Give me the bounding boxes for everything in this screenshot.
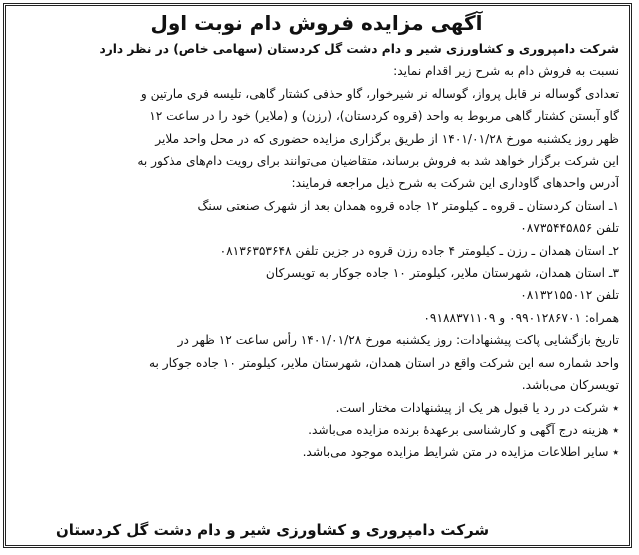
ad-title: آگهی مزایده فروش دام نوبت اول (150, 11, 483, 35)
address-line: ۳ـ استان همدان، شهرستان ملایر، کیلومتر ۱۰ جاده جوکار به تویسرکان (265, 266, 619, 281)
body-line: گاو آبستن کشتار گاهی مربوط به واحد (قروه کردستان)، (رزن) و (ملایر) خود را در ساعت ۱۲ (149, 109, 619, 124)
body-line: تعدادی گوساله نر قابل پرواز، گوساله نر شیرخوار، گاو حذفی کشتار گاهی، تلیسه فری مارتین و (140, 86, 619, 101)
address-line: ۱ـ استان کردستان ـ قروه ـ کیلومتر ۱۲ جاده قروه همدان بعد از شهرک صنعتی سنگ (197, 198, 619, 213)
intro-line-2: نسبت به فروش دام به شرح زیر اقدام نماید: (393, 64, 619, 79)
body-paragraph (14, 83, 619, 195)
signature: شرکت دامپروری و کشاورزی شیر و دام دشت گل کردستان (56, 521, 490, 539)
signature-block (56, 517, 489, 543)
body-line: آدرس واحدهای گاوداری این شرکت به شرح ذیل مراجعه فرمایند: (291, 176, 619, 191)
body-line: این شرکت برگزار خواهد شد به فروش برساند، متقاضیان می‌توانند برای رویت دام‌های مذکور به (137, 154, 619, 169)
intro-line-1: شرکت دامپروری و کشاورزی شیر و دام دشت گل کردستان (سهامی خاص) در نظر دارد (99, 42, 619, 56)
intro-continuation (14, 60, 619, 82)
note-item: ٭ شرکت در رد یا قبول هر یک از پیشنهادات مختار است. (335, 400, 619, 415)
mobile-numbers: همراه: ۰۹۹۰۱۲۸۶۷۰۱ و ۰۹۱۸۸۳۷۱۱۰۹ (423, 310, 619, 325)
address-phone: تلفن ۰۸۷۳۵۴۴۵۸۵۶ (520, 221, 619, 236)
note-item: ٭ هزینه درج آگهی و کارشناسی برعهدهٔ برنده مزایده می‌باشد. (308, 422, 619, 437)
opening-line: تویسرکان می‌باشد. (521, 378, 619, 393)
body-line: ظهر روز یکشنبه مورخ ۱۴۰۱/۰۱/۲۸ از طریق برگزاری مزایده حضوری که در محل واحد ملایر (155, 131, 619, 146)
opening-line: واحد شماره سه این شرکت واقع در استان همدان، شهرستان ملایر، کیلومتر ۱۰ جاده جوکار به (148, 355, 619, 370)
address-list (14, 195, 619, 329)
opening-line: تاریخ بازگشایی پاکت پیشنهادات: روز یکشنبه مورخ ۱۴۰۱/۰۱/۲۸ رأس ساعت ۱۲ ظهر در (177, 333, 619, 348)
advertisement-frame (3, 3, 632, 548)
intro-paragraph (14, 38, 619, 60)
address-phone: تلفن ۰۸۱۳۲۱۵۵۰۱۲ (520, 288, 619, 303)
opening-paragraph (14, 329, 619, 396)
address-line: ۲ـ استان همدان ـ رزن ـ کیلومتر ۴ جاده رزن قروه در جزین تلفن ۰۸۱۳۶۳۵۳۶۴۸ (219, 243, 619, 258)
notes-list (14, 397, 619, 464)
advertisement-body (14, 8, 619, 543)
note-item: ٭ سایر اطلاعات مزایده در متن شرایط مزایده موجود می‌باشد. (302, 445, 619, 460)
